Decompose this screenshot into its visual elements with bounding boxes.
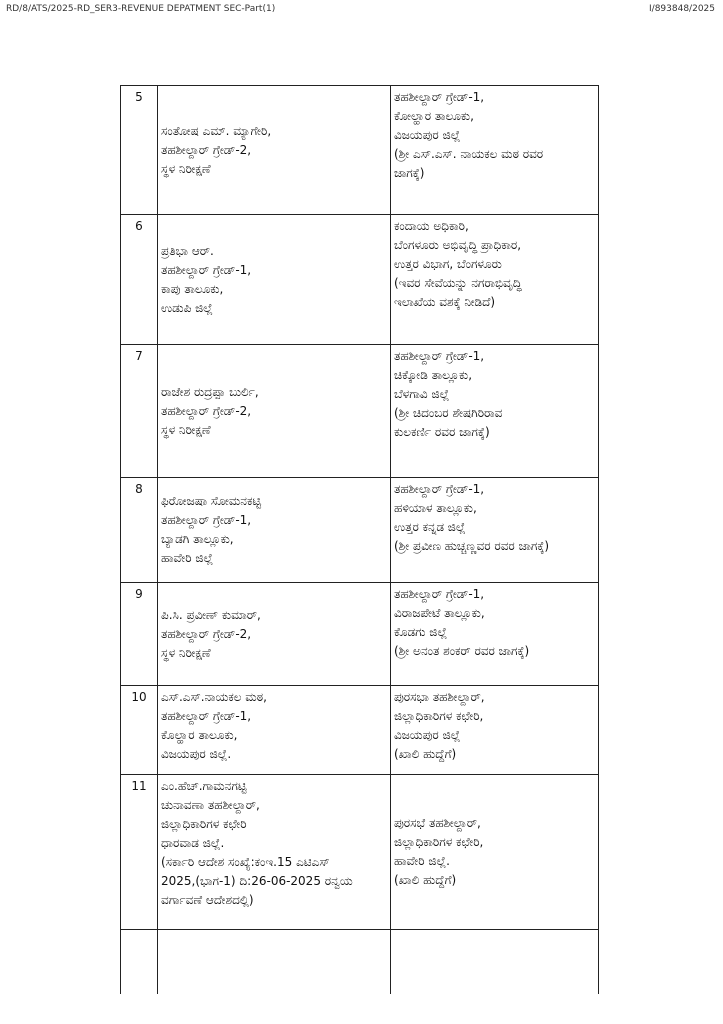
table-row — [121, 775, 599, 930]
file-number: I/893848/2025 — [649, 4, 715, 14]
cell-line: ಇಲಾಖೆಯ ವಶಕ್ಕೆ ನೀಡಿದೆ) — [394, 295, 496, 309]
cell-line: ವಿರಾಜಪೇಟೆ ತಾಲ್ಲೂಕು, — [394, 606, 485, 620]
table-row — [121, 215, 599, 345]
serial-number: 5 — [121, 86, 158, 215]
cell-line: ಕಂದಾಯ ಅಧಿಕಾರಿ, — [394, 219, 469, 233]
cell-line: ಜಿಲ್ಲಾಧಿಕಾರಿಗಳ ಕಛೇರಿ, — [394, 835, 484, 849]
cell-line: ಕೋಲ್ಹಾರ ತಾಲೂಕು, — [394, 109, 474, 123]
cell-line: ಚುನಾವಣಾ ತಹಶೀಲ್ದಾರ್, — [161, 798, 260, 812]
cell-line: ಕಾಪು ತಾಲೂಕು, — [161, 281, 224, 296]
serial-number: 6 — [121, 215, 158, 345]
transfer-destination — [391, 345, 599, 478]
cell-line: ಸ್ಥಳ ನಿರೀಕ್ಷಣೆ — [161, 422, 211, 437]
cell-line: ಎಸ್.ಎಸ್.ನಾಯಕಲ ಮಠ, — [161, 690, 267, 704]
cell-line: 2025,(ಭಾಗ-1) ದಿ:26-06-2025 ರನ್ವಯ — [161, 874, 353, 888]
cell-line: ಸ್ಥಳ ನಿರೀಕ್ಷಣೆ — [161, 645, 211, 660]
cell-line: ತಹಶೀಲ್ದಾರ್ ಗ್ರೇಡ್-1, — [161, 262, 252, 277]
cell-line: ತಹಶೀಲ್ದಾರ್ ಗ್ರೇಡ್-1, — [394, 349, 485, 363]
cell-line: ವಿಜಯಪುರ ಜಿಲ್ಲೆ. — [161, 747, 232, 761]
cell-line: ವಿಜಯಪುರ ಜಿಲ್ಲೆ — [394, 728, 461, 742]
cell-line: ಕುಲಕರ್ಣಿ ರವರ ಜಾಗಕ್ಕೆ) — [394, 425, 490, 439]
cell-line: ತಹಶೀಲ್ದಾರ್ ಗ್ರೇಡ್-2, — [161, 403, 252, 418]
transfer-destination — [391, 583, 599, 686]
cell-line: ಜಿಲ್ಲಾಧಿಕಾರಿಗಳ ಕಛೇರಿ — [161, 817, 247, 831]
cell-line: ಹಾವೇರಿ ಜಿಲ್ಲೆ. — [394, 854, 450, 868]
table-row — [121, 478, 599, 583]
cell-line: ಧಾರವಾಡ ಜಿಲ್ಲೆ. — [161, 836, 225, 850]
cell-line: (ಶ್ರೀ ಎಸ್.ಎಸ್. ನಾಯಕಲ ಮಠ ರವರ — [394, 147, 544, 161]
table-row — [121, 686, 599, 775]
cell-line: ಬ್ಯಾಡಗಿ ತಾಲ್ಲೂಕು, — [161, 532, 234, 546]
cell-line: ತಹಶೀಲ್ದಾರ್ ಗ್ರೇಡ್-1, — [394, 90, 485, 104]
cell-line: ಪುರಸಭೆ ತಹಶೀಲ್ದಾರ್, — [394, 816, 481, 830]
cell-line: (ಶ್ರೀ ಪ್ರವೀಣ ಹುಚ್ಚಣ್ಣವರ ರವರ ಜಾಗಕ್ಕೆ) — [394, 539, 550, 553]
officer-current-post — [158, 686, 391, 775]
cell-line: ಸ್ಥಳ ನಿರೀಕ್ಷಣೆ — [161, 161, 211, 176]
cell-line: ತಹಶೀಲ್ದಾರ್ ಗ್ರೇಡ್-2, — [161, 142, 252, 157]
cell-line: (ಸರ್ಕಾರಿ ಆದೇಶ ಸಂಖ್ಯೆ:ಕಂಇ.15 ಎಟಿಎಸ್ — [161, 855, 330, 869]
cell-line: ತಹಶೀಲ್ದಾರ್ ಗ್ರೇಡ್-1, — [161, 513, 252, 527]
empty-cell — [158, 930, 391, 995]
cell-line: (ಶ್ರೀ ಚಿದಂಬರ ಶೇಷಗಿರಿರಾವ — [394, 406, 503, 420]
transfer-destination — [391, 686, 599, 775]
transfer-table — [120, 85, 599, 994]
cell-line: ತಹಶೀಲ್ದಾರ್ ಗ್ರೇಡ್-1, — [161, 709, 252, 723]
officer-current-post — [158, 345, 391, 478]
transfer-destination — [391, 478, 599, 583]
cell-line: ಬೆಳಗಾವಿ ಜಿಲ್ಲೆ — [394, 387, 450, 401]
cell-line: (ಖಾಲಿ ಹುದ್ದೆಗೆ) — [394, 747, 457, 761]
table-row — [121, 583, 599, 686]
officer-current-post — [158, 583, 391, 686]
transfer-destination — [391, 86, 599, 215]
cell-line: ಬೆಂಗಳೂರು ಅಭಿವೃದ್ಧಿ ಪ್ರಾಧಿಕಾರ, — [394, 238, 522, 252]
cell-line: ಕೊಡಗು ಜಿಲ್ಲೆ — [394, 625, 448, 639]
transfer-destination — [391, 775, 599, 930]
cell-line: ವರ್ಗಾವಣೆ ಆದೇಶದಲ್ಲಿ) — [161, 893, 254, 907]
cell-line: ಉತ್ತರ ವಿಭಾಗ, ಬೆಂಗಳೂರು — [394, 257, 502, 271]
cell-line: ಕೊಲ್ಹಾರ ತಾಲೂಕು, — [161, 728, 238, 742]
cell-line: ಉಡುಪಿ ಜಿಲ್ಲೆ — [161, 300, 213, 315]
cell-line: ವಿಜಯಪುರ ಜಿಲ್ಲೆ — [394, 128, 461, 142]
serial-number: 7 — [121, 345, 158, 478]
serial-number: 11 — [121, 775, 158, 930]
cell-line: (ಶ್ರೀ ಅನಂತ ಶಂಕರ್ ರವರ ಜಾಗಕ್ಕೆ) — [394, 644, 530, 658]
cell-line: ಜಿಲ್ಲಾಧಿಕಾರಿಗಳ ಕಛೇರಿ, — [394, 709, 484, 723]
serial-number: 10 — [121, 686, 158, 775]
cell-line: ಉತ್ತರ ಕನ್ನಡ ಜಿಲ್ಲೆ — [394, 520, 466, 534]
serial-number: 8 — [121, 478, 158, 583]
officer-current-post — [158, 775, 391, 930]
table-row — [121, 86, 599, 215]
cell-line: ಸಂತೋಷ ಎಮ್. ಮ್ಯಾಗೇರಿ, — [161, 123, 272, 138]
cell-line: ತಹಶೀಲ್ದಾರ್ ಗ್ರೇಡ್-2, — [161, 626, 252, 641]
cell-line: ಚಿಕ್ಕೋಡಿ ತಾಲ್ಲೂಕು, — [394, 368, 473, 382]
cell-line: (ಖಾಲಿ ಹುದ್ದೆಗೆ) — [394, 873, 457, 887]
cell-line: ರಾಜೇಶ ರುದ್ರಪ್ಪಾ ಬುರ್ಲಿ, — [161, 384, 259, 399]
empty-cell — [391, 930, 599, 995]
officer-current-post — [158, 478, 391, 583]
cell-line: ಪುರಸಭಾ ತಹಶೀಲ್ದಾರ್, — [394, 690, 485, 704]
cell-line: ಪಿ.ಸಿ. ಪ್ರವೀಣ್ ಕುಮಾರ್, — [161, 607, 261, 622]
cell-line: ಜಾಗಕ್ಕೆ) — [394, 166, 425, 180]
cell-line: ಪ್ರತಿಭಾ ಆರ್. — [161, 243, 214, 258]
cell-line: ತಹಶೀಲ್ದಾರ್ ಗ್ರೇಡ್-1, — [394, 587, 485, 601]
cell-line: ಎಂ.ಹೆಚ್.ಗಾಮನಗಟ್ಟಿ — [161, 779, 247, 793]
transfer-destination — [391, 215, 599, 345]
cell-line: ತಹಶೀಲ್ದಾರ್ ಗ್ರೇಡ್-1, — [394, 482, 485, 496]
cell-line: (ಇವರ ಸೇವೆಯನ್ನು ನಗರಾಭಿವೃದ್ಧಿ — [394, 276, 522, 290]
officer-current-post — [158, 86, 391, 215]
document-reference: RD/8/ATS/2025-RD_SER3-REVENUE DEPATMENT SEC-Part(1) — [6, 4, 276, 14]
officer-current-post — [158, 215, 391, 345]
table-row-continued — [121, 930, 599, 995]
empty-cell — [121, 930, 158, 995]
table-row — [121, 345, 599, 478]
cell-line: ಹಳಿಯಾಳ ತಾಲ್ಲೂಕು, — [394, 501, 477, 515]
cell-line: ಫಿರೋಜಷಾ ಸೋಮನಕಟ್ಟಿ — [161, 494, 262, 508]
cell-line: ಹಾವೇರಿ ಜಿಲ್ಲೆ — [161, 551, 214, 565]
serial-number: 9 — [121, 583, 158, 686]
